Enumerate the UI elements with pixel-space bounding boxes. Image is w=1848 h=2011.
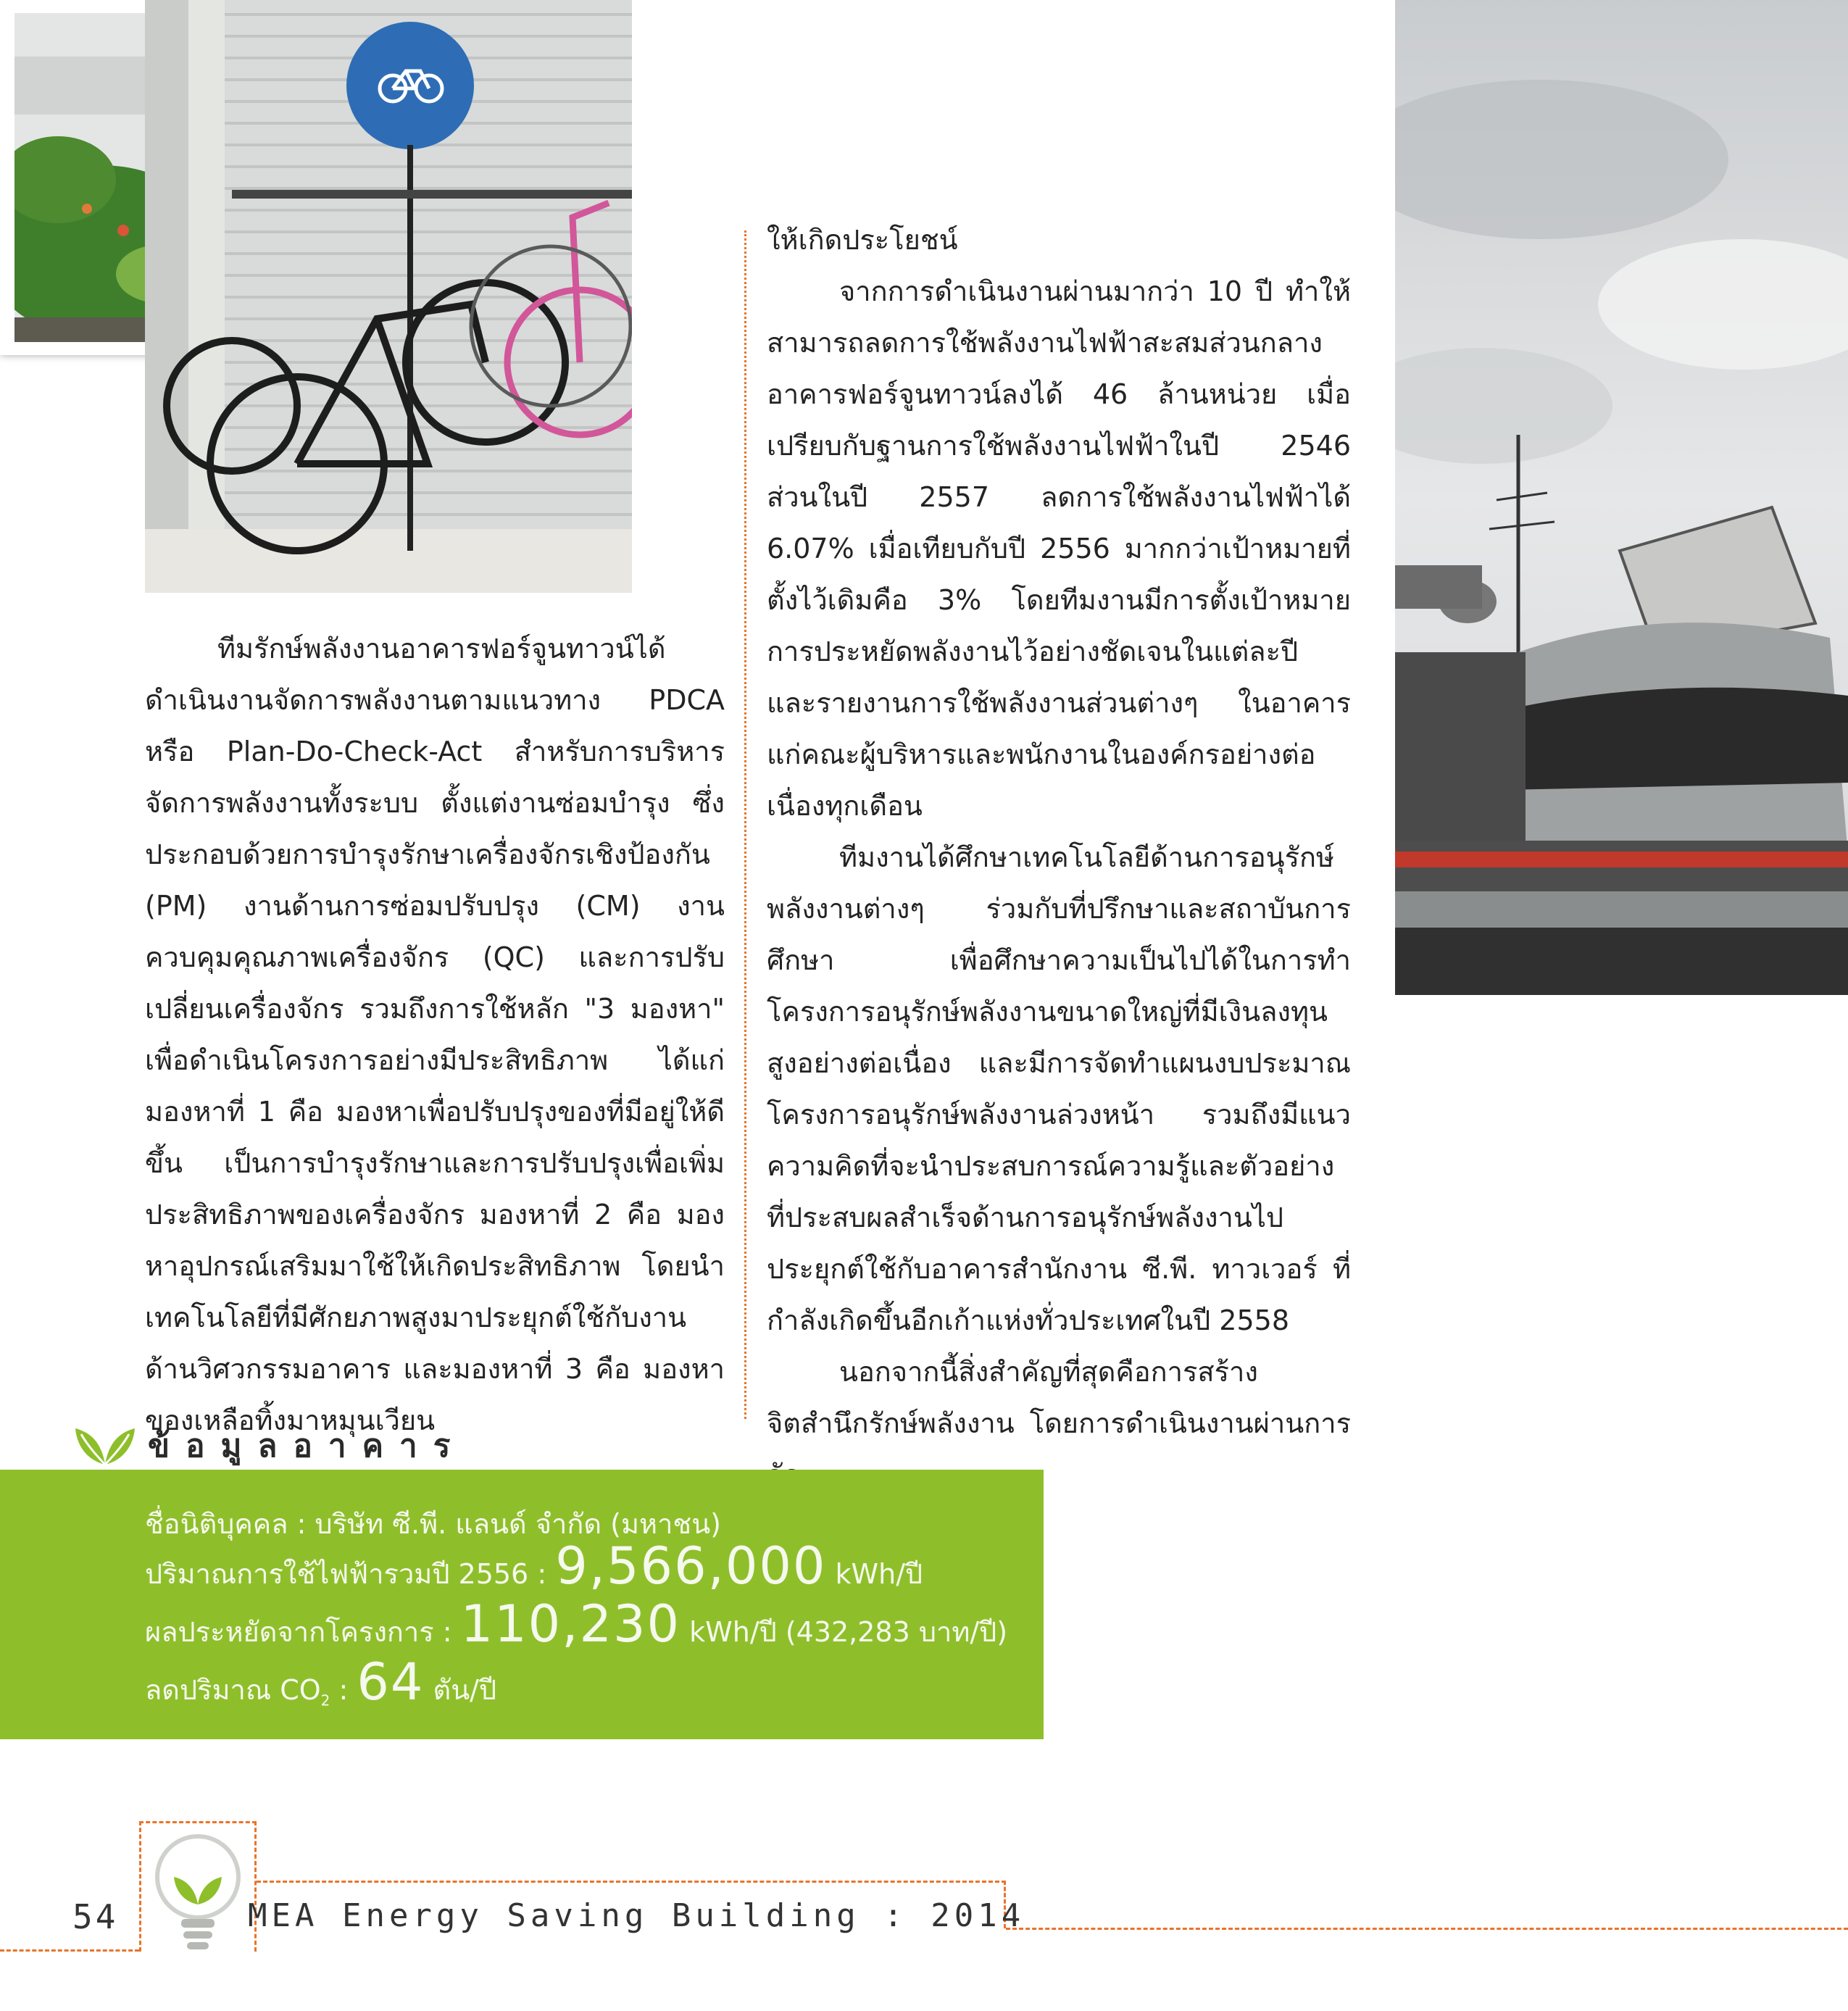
building-info-title: ข้อมูลอาคาร [148, 1428, 467, 1465]
bicycle-parking-photo [145, 0, 632, 593]
footer-dashed-line [1006, 1928, 1848, 1930]
paragraph: ทีมรักษ์พลังงานอาคารฟอร์จูนทาวน์ได้ดำเนินงานจัดการพลังงานตามแนวทาง PDCA หรือ Plan-Do-Check-Act สำหรับการบริหารจัดการพลังงานทั้งระบบ ตั้งแต่งานซ่อมบำรุง ซึ่งประกอบด้วยการบำรุงรักษาเครื่องจักรเชิงป้องกัน (PM) งานด้านการซ่อมปรับปรุง (CM) งานควบคุมคุณภาพเครื่องจักร (QC) และการปรับเปลี่ยนเครื่องจักร รวมถึงการใช้หลัก "3 มองหา" เพื่อดำเนินโครงการอย่างมีประสิทธิภาพ ได้แก่ มองหาที่ 1 คือ มองหาเพื่อปรับปรุงของที่มีอยู่ให้ดีขึ้น เป็นการบำรุงรักษาและการปรับปรุงเพื่อเพิ่มประสิทธิภาพของเครื่องจักร มองหาที่ 2 คือ มองหาอุปกรณ์เสริมมาใช้ให้เกิดประสิทธิภาพ โดยนำเทคโนโลยีที่มีศักยภาพสูงมาประยุกต์ใช้กับงานด้านวิศวกรรมอาคาร และมองหาที่ 3 คือ มองหาของเหลือทิ้งมาหมุนเวียน [145, 633, 725, 1436]
savings-value: 110,230 [460, 1594, 681, 1654]
co2-label: ลดปริมาณ CO [145, 1674, 321, 1706]
building-info-header [72, 1420, 466, 1471]
cooling-tower-photo [1395, 0, 1848, 995]
legal-entity-label: ชื่อนิติบุคคล : [145, 1508, 315, 1540]
co2-line [145, 1652, 496, 1712]
savings-unit: kWh/ปี (432,283 บาท/ปี) [680, 1616, 1008, 1648]
co2-value: 64 [357, 1652, 425, 1712]
article-column-left [145, 623, 725, 1446]
paragraph: จากการดำเนินงานผ่านมากว่า 10 ปี ทำให้สามารถลดการใช้พลังงานไฟฟ้าสะสมส่วนกลางอาคารฟอร์จูนทาวน์ลงได้ 46 ล้านหน่วย เมื่อเปรียบกับฐานการใช้พลังงานไฟฟ้าในปี 2546 ส่วนในปี 2557 ลดการใช้พลังงานไฟฟ้าได้ 6.07% เมื่อเทียบกับปี 2556 มากกว่าเป้าหมายที่ตั้งไว้เดิมคือ 3% โดยทีมงานมีการตั้งเป้าหมายการประหยัดพลังงานไว้อย่างชัดเจนในแต่ละปี และรายงานการใช้พลังงานส่วนต่างๆ ในอาคารแก่คณะผู้บริหารและพนักงานในองค์กรอย่างต่อเนื่องทุกเดือน [767, 275, 1351, 822]
electricity-usage-line [145, 1536, 923, 1596]
article-column-right [767, 215, 1351, 1501]
co2-unit: ตัน/ปี [424, 1674, 497, 1706]
usage-value: 9,566,000 [555, 1536, 827, 1596]
usage-unit: kWh/ปี [826, 1558, 923, 1590]
page-number: 54 [72, 1897, 119, 1936]
paragraph: นอกจากนี้สิ่งสำคัญที่สุดคือการสร้างจิตสำนึกรักษ์พลังงาน โดยการดำเนินงานผ่านการ [767, 1356, 1351, 1439]
footer-dashed-line [0, 1949, 139, 1952]
footer-publication-title: MEA Energy Saving Building : 2014 [248, 1897, 1025, 1934]
savings-label: ผลประหยัดจากโครงการ : [145, 1616, 461, 1648]
leaf-icon [72, 1424, 138, 1467]
column-divider [744, 230, 746, 1419]
savings-line [145, 1594, 1007, 1654]
lightbulb-leaf-icon [151, 1826, 245, 1964]
usage-label: ปริมาณการใช้ไฟฟ้ารวมปี 2556 : [145, 1558, 556, 1590]
legal-entity-value: บริษัท ซี.พี. แลนด์ จำกัด (มหาชน) [315, 1508, 722, 1540]
co2-separator: : [330, 1674, 357, 1706]
paragraph-continuation: ให้เกิดประโยชน์ [767, 224, 958, 256]
co2-subscript: 2 [320, 1691, 330, 1710]
paragraph: ทีมงานได้ศึกษาเทคโนโลยีด้านการอนุรักษ์พลังงานต่างๆ ร่วมกับที่ปรึกษาและสถาบันการศึกษา เพื่อศึกษาความเป็นไปได้ในการทำโครงการอนุรักษ์พลังงานขนาดใหญ่ที่มีเงินลงทุนสูงอย่างต่อเนื่อง และมีการจัดทำแผนงบประมาณโครงการอนุรักษ์พลังงานล่วงหน้า รวมถึงมีแนวความคิดที่จะนำประสบการณ์ความรู้และตัวอย่างที่ประสบผลสำเร็จด้านการอนุรักษ์พลังงานไปประยุกต์ใช้กับอาคารสำนักงาน ซี.พี. ทาวเวอร์ ที่กำลังเกิดขึ้นอีกเก้าแห่งทั่วประเทศในปี 2558 [767, 841, 1351, 1336]
